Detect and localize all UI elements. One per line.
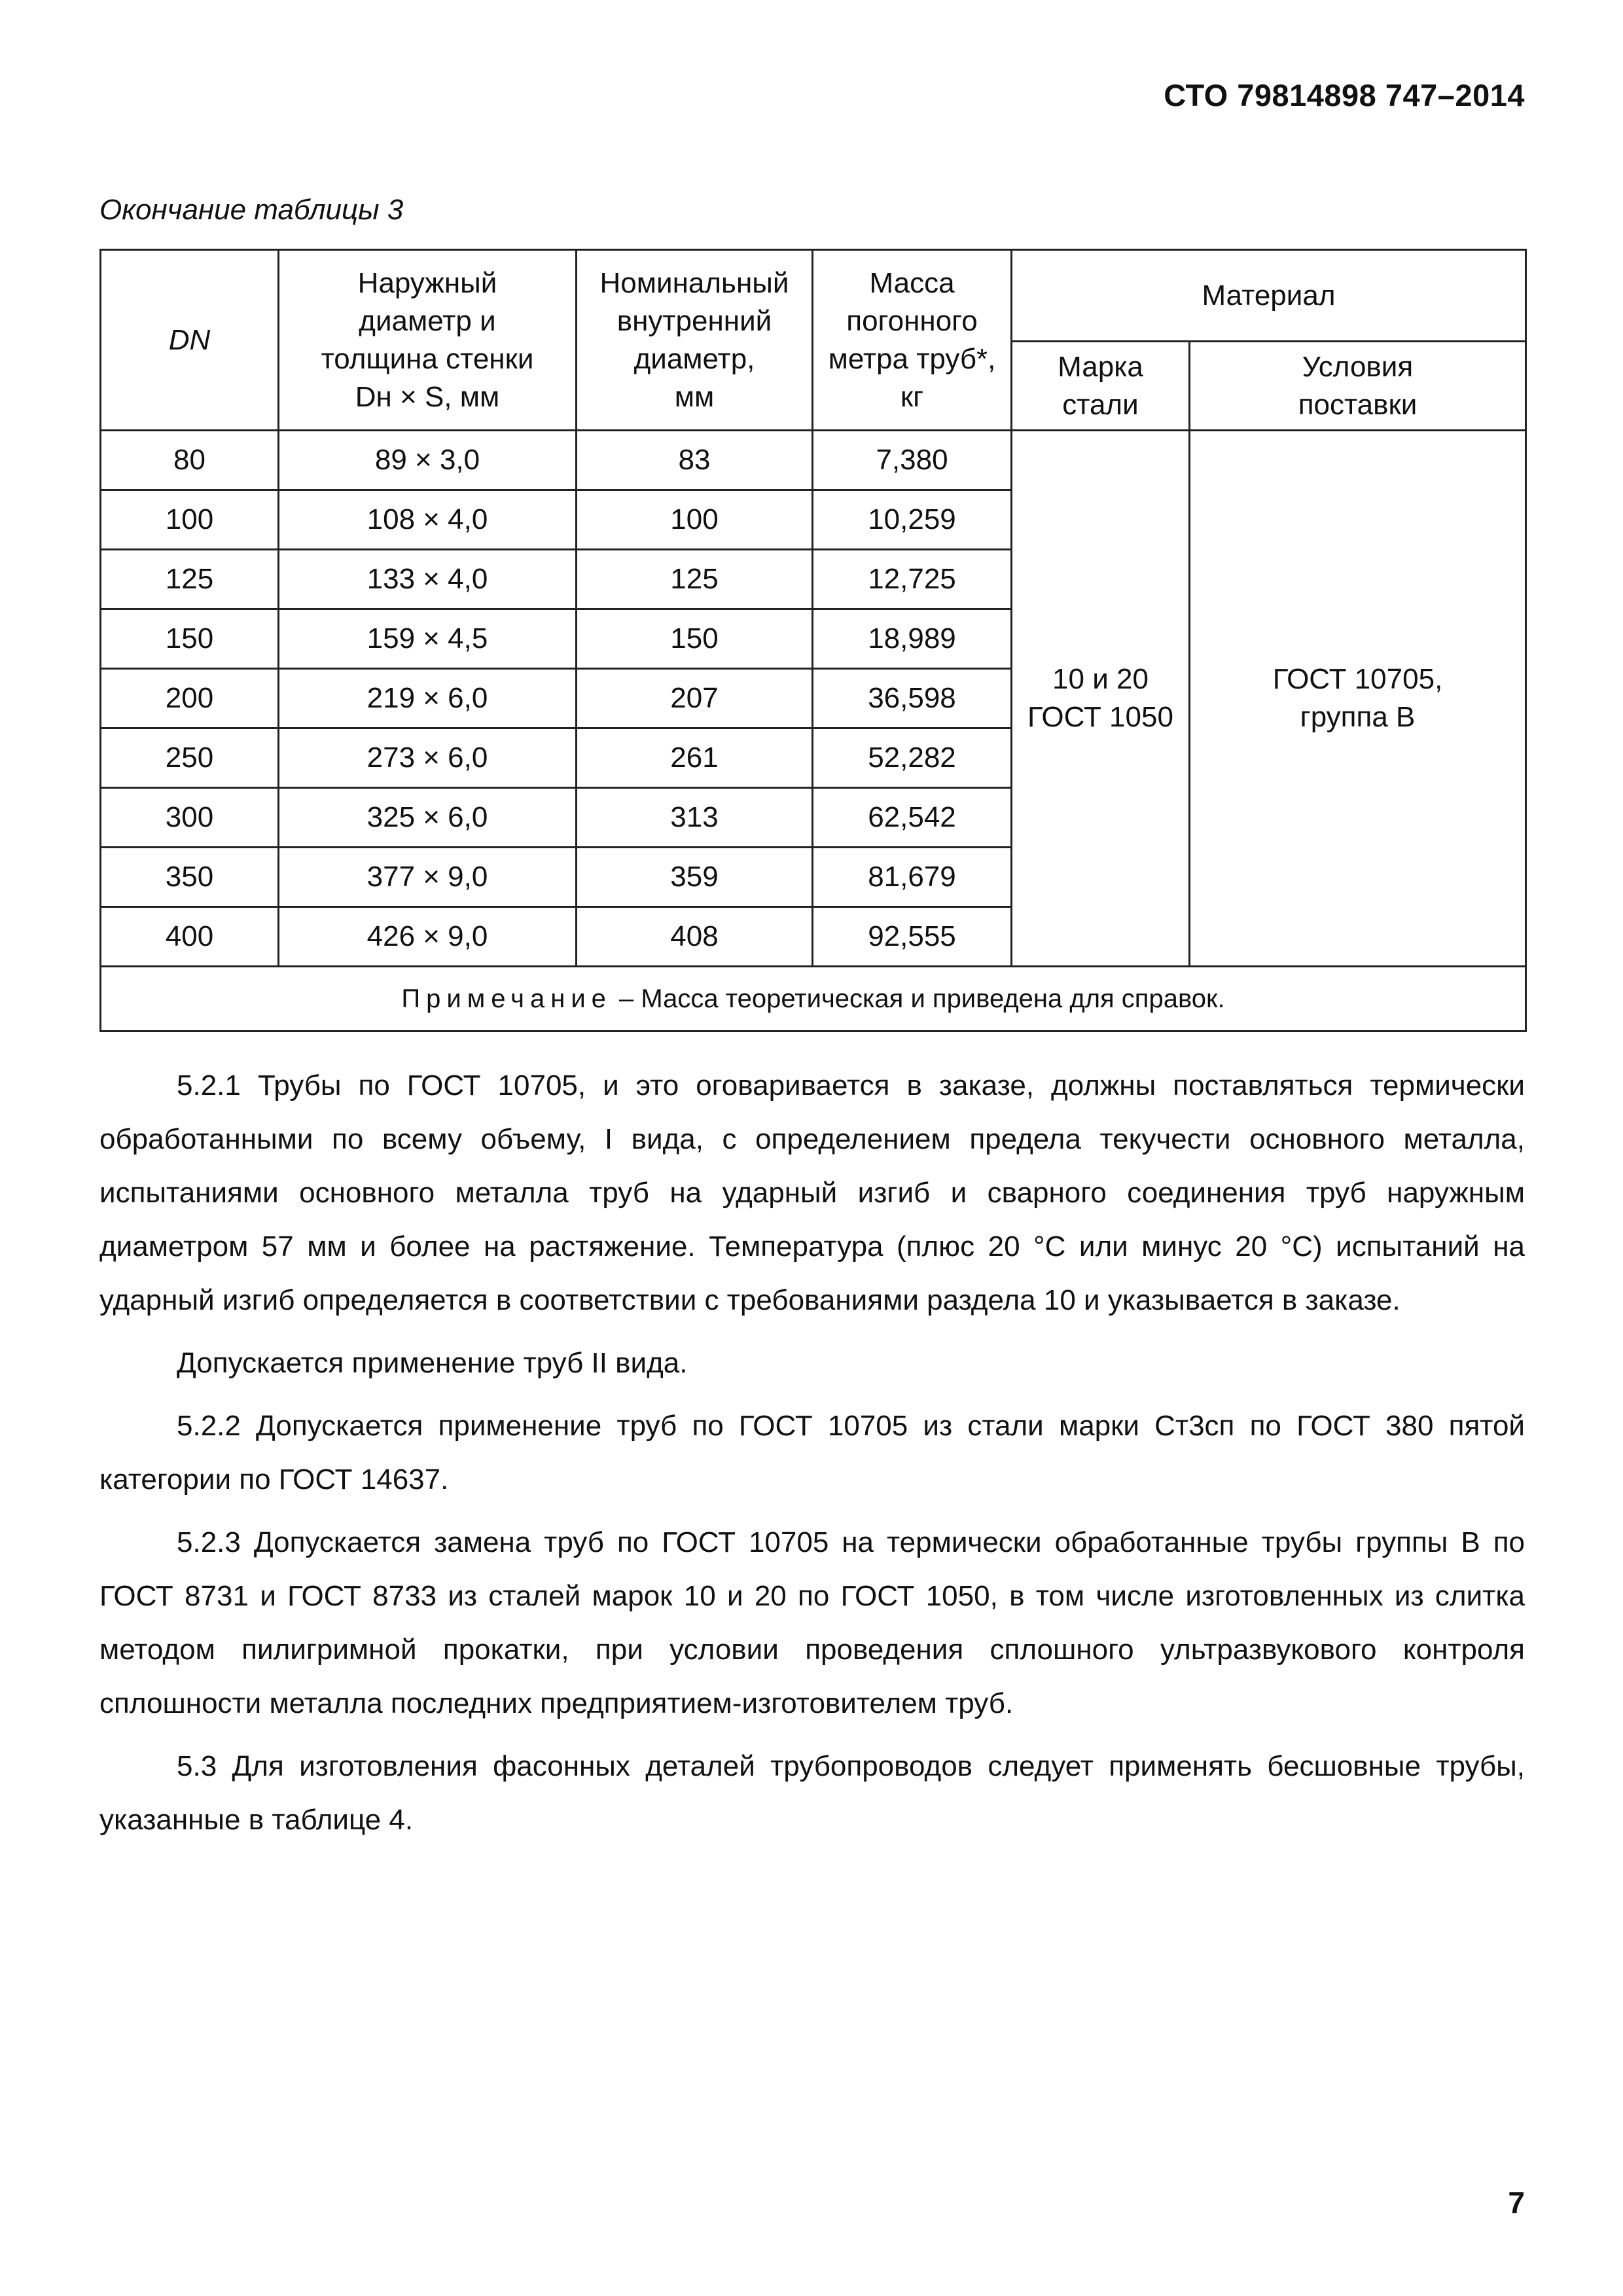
cell-mass: 12,725 bbox=[813, 550, 1012, 609]
cell-inner: 125 bbox=[577, 550, 813, 609]
document-code: СТО 79814898 747–2014 bbox=[1164, 78, 1525, 113]
cell-dn: 350 bbox=[101, 848, 279, 907]
cell-dim: 108 × 4,0 bbox=[279, 490, 577, 550]
cell-dn: 400 bbox=[101, 907, 279, 967]
paragraph-5-2-1: 5.2.1 Трубы по ГОСТ 10705, и это оговаривается в заказе, должны поставляться термически обработанными по всему объему, I вида, с определением предела текучести основного металла, испытаниями основного металла труб на ударный изгиб и сварного соединения труб наружным диаметром 57 мм и более на растяжение. Температура (плюс 20 °С или минус 20 °С) испытаний на ударный изгиб определяется в соответствии с требованиями раздела 10 и указывается в заказе. bbox=[99, 1069, 1525, 1316]
cell-dim: 159 × 4,5 bbox=[279, 609, 577, 669]
cell-dim: 219 × 6,0 bbox=[279, 669, 577, 728]
note-label: Примечание bbox=[401, 984, 612, 1013]
cell-steel-grade: 10 и 20 ГОСТ 1050 bbox=[1012, 431, 1190, 967]
cell-mass: 62,542 bbox=[813, 788, 1012, 848]
cell-dim: 273 × 6,0 bbox=[279, 728, 577, 788]
cell-dn: 125 bbox=[101, 550, 279, 609]
table-note bbox=[101, 967, 1526, 1031]
cell-dn: 100 bbox=[101, 490, 279, 550]
header-dn: DN bbox=[101, 250, 279, 431]
paragraph-5-2-2: 5.2.2 Допускается применение труб по ГОСТ 10705 из стали марки Ст3сп по ГОСТ 380 пятой категории по ГОСТ 14637. bbox=[99, 1410, 1525, 1496]
table-caption: Окончание таблицы 3 bbox=[99, 194, 404, 226]
body-text bbox=[99, 1059, 1525, 1856]
cell-mass: 7,380 bbox=[813, 431, 1012, 490]
header-steel-grade: Марка стали bbox=[1012, 342, 1190, 431]
header-outer-diameter: Наружный диаметр и толщина стенки Dн × S, мм bbox=[279, 250, 577, 431]
cell-dim: 325 × 6,0 bbox=[279, 788, 577, 848]
cell-mass: 81,679 bbox=[813, 848, 1012, 907]
header-material: Материал bbox=[1012, 250, 1526, 342]
paragraph-5-2-3: 5.2.3 Допускается замена труб по ГОСТ 10705 на термически обработанные трубы группы В по ГОСТ 8731 и ГОСТ 8733 из сталей марок 10 и 20 по ГОСТ 1050, в том числе изготовленных из слитка методом пилигримной прокатки, при условии проведения сплошного ультразвукового контроля сплошности металла последних предприятием-изготовителем труб. bbox=[99, 1526, 1525, 1719]
cell-dim: 89 × 3,0 bbox=[279, 431, 577, 490]
cell-mass: 10,259 bbox=[813, 490, 1012, 550]
cell-delivery: ГОСТ 10705, группа В bbox=[1190, 431, 1526, 967]
note-text: – Масса теоретическая и приведена для справок. bbox=[611, 984, 1225, 1013]
cell-inner: 359 bbox=[577, 848, 813, 907]
cell-inner: 207 bbox=[577, 669, 813, 728]
table-row bbox=[101, 431, 1526, 490]
cell-dim: 133 × 4,0 bbox=[279, 550, 577, 609]
cell-dim: 377 × 9,0 bbox=[279, 848, 577, 907]
cell-dn: 200 bbox=[101, 669, 279, 728]
paragraph-5-3: 5.3 Для изготовления фасонных деталей трубопроводов следует применять бесшовные трубы, указанные в таблице 4. bbox=[99, 1750, 1525, 1836]
header-mass: Масса погонного метра труб*, кг bbox=[813, 250, 1012, 431]
pipe-table bbox=[99, 249, 1527, 1032]
cell-dim: 426 × 9,0 bbox=[279, 907, 577, 967]
cell-inner: 83 bbox=[577, 431, 813, 490]
cell-inner: 408 bbox=[577, 907, 813, 967]
cell-inner: 100 bbox=[577, 490, 813, 550]
cell-mass: 36,598 bbox=[813, 669, 1012, 728]
cell-dn: 80 bbox=[101, 431, 279, 490]
paragraph-pipe-type-2: Допускается применение труб II вида. bbox=[177, 1347, 688, 1379]
page-number: 7 bbox=[1508, 2185, 1525, 2219]
cell-dn: 150 bbox=[101, 609, 279, 669]
cell-mass: 18,989 bbox=[813, 609, 1012, 669]
cell-inner: 313 bbox=[577, 788, 813, 848]
cell-mass: 52,282 bbox=[813, 728, 1012, 788]
cell-inner: 150 bbox=[577, 609, 813, 669]
header-delivery: Условия поставки bbox=[1190, 342, 1526, 431]
cell-inner: 261 bbox=[577, 728, 813, 788]
cell-dn: 300 bbox=[101, 788, 279, 848]
cell-dn: 250 bbox=[101, 728, 279, 788]
header-inner-diameter: Номинальный внутренний диаметр, мм bbox=[577, 250, 813, 431]
cell-mass: 92,555 bbox=[813, 907, 1012, 967]
